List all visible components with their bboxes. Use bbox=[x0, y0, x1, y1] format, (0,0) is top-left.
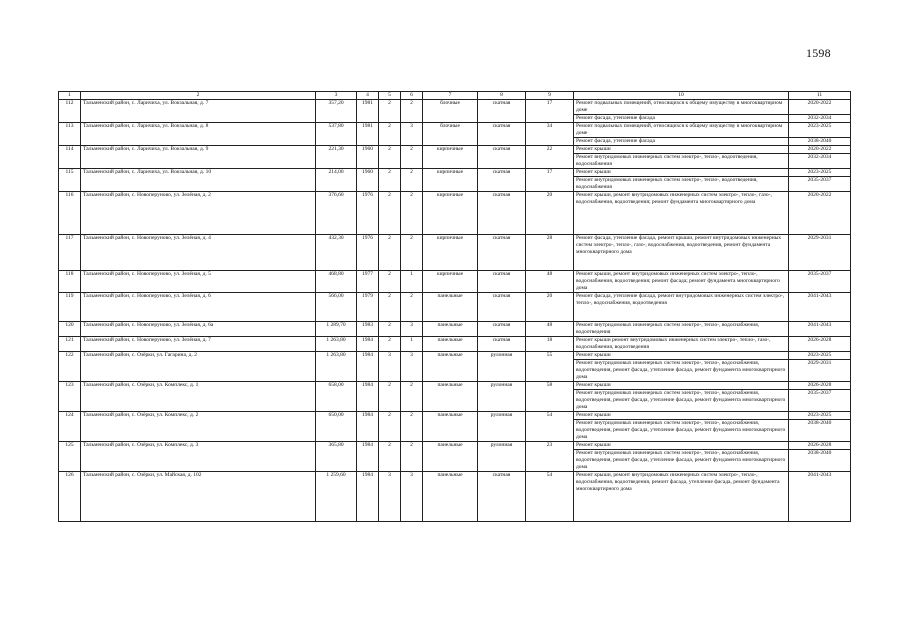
area-cell: 357,20 bbox=[316, 100, 357, 123]
area-cell: 221,30 bbox=[316, 146, 357, 169]
walls-material-cell: панельные bbox=[423, 412, 478, 442]
floors-cell: 2 bbox=[379, 146, 401, 169]
roof-type-cell: рулонная bbox=[478, 352, 526, 382]
roof-type-cell: скатная bbox=[478, 235, 526, 271]
apartments-cell: 28 bbox=[526, 235, 574, 271]
area-cell: 376,60 bbox=[316, 192, 357, 235]
apartments-cell: 58 bbox=[526, 382, 574, 412]
period-cell: 2020-2022 bbox=[789, 192, 851, 235]
address-cell: Тальменский район, с. Озёрки, ул. Комплекс, д. 1 bbox=[81, 382, 316, 412]
row-number: 122 bbox=[59, 352, 81, 382]
area-cell: 1 263,80 bbox=[316, 337, 357, 352]
apartments-cell: 17 bbox=[526, 100, 574, 123]
roof-type-cell: скатная bbox=[478, 293, 526, 322]
page-number: 1598 bbox=[806, 46, 831, 60]
table-row bbox=[59, 169, 851, 177]
area-cell: 432,30 bbox=[316, 235, 357, 271]
period-cell: 2029-2031 bbox=[789, 235, 851, 271]
address-cell: Тальменский район, с. Новоперуново, ул. Зелёная, д. 6а bbox=[81, 322, 316, 337]
entrances-cell: 3 bbox=[401, 123, 423, 146]
column-number: 10 bbox=[574, 92, 789, 100]
walls-material-cell: панельные bbox=[423, 293, 478, 322]
work-type-cell: Ремонт крыши bbox=[574, 442, 789, 450]
address-cell: Тальменский район, с. Озёрки, ул. Гагарина, д. 2 bbox=[81, 352, 316, 382]
column-number: 3 bbox=[316, 92, 357, 100]
work-type-cell: Ремонт внутридомовых инженерных систем электро-, тепло-, водоснабжения, водоотведения, ремонт фасада, утепление фасада, ремонт фундамента многоквартирного дома bbox=[574, 360, 789, 382]
entrances-cell: 2 bbox=[401, 169, 423, 192]
row-number: 113 bbox=[59, 123, 81, 146]
floors-cell: 2 bbox=[379, 271, 401, 293]
column-number: 4 bbox=[357, 92, 379, 100]
table-row bbox=[59, 100, 851, 115]
row-number: 124 bbox=[59, 412, 81, 442]
work-type-cell: Ремонт внутридомовых инженерных систем электро-, тепло-, водоснабжения, водоотведения, ремонт фасада, утепление фасада, ремонт фундамента многоквартирного дома bbox=[574, 450, 789, 472]
row-number: 126 bbox=[59, 472, 81, 522]
walls-material-cell: блочные bbox=[423, 123, 478, 146]
floors-cell: 2 bbox=[379, 235, 401, 271]
period-cell: 2026-2028 bbox=[789, 442, 851, 450]
apartments-cell: 54 bbox=[526, 472, 574, 522]
row-number: 114 bbox=[59, 146, 81, 169]
table-row bbox=[59, 322, 851, 337]
walls-material-cell: панельные bbox=[423, 472, 478, 522]
row-number: 117 bbox=[59, 235, 81, 271]
year-cell: 1984 bbox=[357, 337, 379, 352]
walls-material-cell: панельные bbox=[423, 337, 478, 352]
year-cell: 1984 bbox=[357, 352, 379, 382]
table-row bbox=[59, 235, 851, 271]
year-cell: 1981 bbox=[357, 100, 379, 123]
year-cell: 1977 bbox=[357, 271, 379, 293]
area-cell: 214,00 bbox=[316, 169, 357, 192]
roof-type-cell: скатная bbox=[478, 146, 526, 169]
floors-cell: 2 bbox=[379, 322, 401, 337]
period-cell: 2035-2037 bbox=[789, 177, 851, 192]
floors-cell: 2 bbox=[379, 382, 401, 412]
column-number: 5 bbox=[379, 92, 401, 100]
row-number: 119 bbox=[59, 293, 81, 322]
address-cell: Тальменский район, с. Озёрки, ул. Комплекс, д. 3 bbox=[81, 442, 316, 472]
column-number: 9 bbox=[526, 92, 574, 100]
table-row bbox=[59, 123, 851, 138]
apartments-cell: 55 bbox=[526, 352, 574, 382]
period-cell: 2038-2040 bbox=[789, 138, 851, 146]
address-cell: Тальменский район, с. Новоперуново, ул. Зелёная, д. 6 bbox=[81, 293, 316, 322]
apartments-cell: 48 bbox=[526, 271, 574, 293]
area-cell: 537,80 bbox=[316, 123, 357, 146]
roof-type-cell: рулонная bbox=[478, 412, 526, 442]
work-type-cell: Ремонт крыши ремонт внутридомовых инженерных систем электро-, тепло-, газо-, водоснабжения, водоотведения bbox=[574, 337, 789, 352]
row-number: 123 bbox=[59, 382, 81, 412]
row-number: 116 bbox=[59, 192, 81, 235]
period-cell: 2020-2022 bbox=[789, 146, 851, 154]
address-cell: Тальменский район, с. Ларичиха, ул. Вокзальная, д. 8 bbox=[81, 123, 316, 146]
area-cell: 1 259,60 bbox=[316, 472, 357, 522]
walls-material-cell: кирпичные bbox=[423, 271, 478, 293]
address-cell: Тальменский район, с. Новоперуново, ул. Зелёная, д. 2 bbox=[81, 192, 316, 235]
address-cell: Тальменский район, с. Ларичиха, ул. Вокзальная, д. 7 bbox=[81, 100, 316, 123]
period-cell: 2041-2043 bbox=[789, 322, 851, 337]
year-cell: 1984 bbox=[357, 382, 379, 412]
entrances-cell: 2 bbox=[401, 235, 423, 271]
walls-material-cell: кирпичные bbox=[423, 146, 478, 169]
apartments-cell: 17 bbox=[526, 169, 574, 192]
entrances-cell: 2 bbox=[401, 100, 423, 123]
walls-material-cell: панельные bbox=[423, 352, 478, 382]
period-cell: 2035-2037 bbox=[789, 390, 851, 412]
work-type-cell: Ремонт подвальных помещений, относящихся к общему имуществу в многоквартирном доме bbox=[574, 123, 789, 138]
walls-material-cell: кирпичные bbox=[423, 235, 478, 271]
area-cell: 365,80 bbox=[316, 442, 357, 472]
table-row bbox=[59, 337, 851, 352]
work-type-cell: Ремонт фасада, утепление фасада, ремонт внутридомовых инженерных систем электро-, тепло-, водоснабжения, водоотведения bbox=[574, 293, 789, 322]
period-cell: 2023-2025 bbox=[789, 352, 851, 360]
work-type-cell: Ремонт крыши bbox=[574, 169, 789, 177]
address-cell: Тальменский район, с. Новоперуново, ул. Зелёная, д. 5 bbox=[81, 271, 316, 293]
work-type-cell: Ремонт подвальных помещений, относящихся к общему имуществу в многоквартирном доме bbox=[574, 100, 789, 115]
entrances-cell: 1 bbox=[401, 337, 423, 352]
floors-cell: 2 bbox=[379, 192, 401, 235]
table-row bbox=[59, 442, 851, 450]
column-number-row bbox=[59, 92, 851, 100]
walls-material-cell: панельные bbox=[423, 322, 478, 337]
floors-cell: 2 bbox=[379, 412, 401, 442]
roof-type-cell: скатная bbox=[478, 192, 526, 235]
table-row bbox=[59, 293, 851, 322]
work-type-cell: Ремонт крыши bbox=[574, 382, 789, 390]
work-type-cell: Ремонт внутридомовых инженерных систем электро-, тепло-, водоотведения, водоснабжения bbox=[574, 177, 789, 192]
table-row bbox=[59, 146, 851, 154]
apartments-cell: 48 bbox=[526, 322, 574, 337]
work-type-cell: Ремонт крыши bbox=[574, 412, 789, 420]
roof-type-cell: рулонная bbox=[478, 442, 526, 472]
address-cell: Тальменский район, с. Ларичиха, ул. Вокзальная, д. 9 bbox=[81, 146, 316, 169]
floors-cell: 2 bbox=[379, 100, 401, 123]
work-type-cell: Ремонт крыши bbox=[574, 352, 789, 360]
table-row bbox=[59, 352, 851, 360]
entrances-cell: 2 bbox=[401, 382, 423, 412]
apartments-cell: 20 bbox=[526, 293, 574, 322]
floors-cell: 3 bbox=[379, 472, 401, 522]
area-cell: 658,00 bbox=[316, 382, 357, 412]
entrances-cell: 3 bbox=[401, 472, 423, 522]
walls-material-cell: кирпичные bbox=[423, 192, 478, 235]
year-cell: 1960 bbox=[357, 169, 379, 192]
column-number: 1 bbox=[59, 92, 81, 100]
housing-register-table bbox=[58, 91, 851, 522]
address-cell: Тальменский район, с. Озёрки, ул. Комплекс, д. 2 bbox=[81, 412, 316, 442]
row-number: 121 bbox=[59, 337, 81, 352]
work-type-cell: Ремонт внутридомовых инженерных систем электро-, тепло-, водоснабжения, водоотведения bbox=[574, 322, 789, 337]
period-cell: 2038-2040 bbox=[789, 450, 851, 472]
apartments-cell: 54 bbox=[526, 412, 574, 442]
area-cell: 1 289,70 bbox=[316, 322, 357, 337]
entrances-cell: 2 bbox=[401, 293, 423, 322]
period-cell: 2023-2025 bbox=[789, 123, 851, 138]
walls-material-cell: блочные bbox=[423, 100, 478, 123]
entrances-cell: 3 bbox=[401, 322, 423, 337]
row-number: 118 bbox=[59, 271, 81, 293]
period-cell: 2038-2040 bbox=[789, 420, 851, 442]
column-number: 7 bbox=[423, 92, 478, 100]
year-cell: 1976 bbox=[357, 192, 379, 235]
work-type-cell: Ремонт крыши, ремонт внутридомовых инженерных систем электро-, тепло-, газо-, водоснабжения, водоотведения; ремонт фундамента многоквартирного дома bbox=[574, 192, 789, 235]
entrances-cell: 2 bbox=[401, 146, 423, 169]
table-row bbox=[59, 412, 851, 420]
year-cell: 1981 bbox=[357, 123, 379, 146]
period-cell: 2020-2022 bbox=[789, 100, 851, 115]
work-type-cell: Ремонт внутридомовых инженерных систем электро-, тепло-, водоотведения, водоснабжения bbox=[574, 154, 789, 169]
area-cell: 566,00 bbox=[316, 293, 357, 322]
period-cell: 2023-2025 bbox=[789, 169, 851, 177]
area-cell: 1 263,80 bbox=[316, 352, 357, 382]
work-type-cell: Ремонт фасада, утепление фасада bbox=[574, 115, 789, 123]
row-number: 115 bbox=[59, 169, 81, 192]
row-number: 125 bbox=[59, 442, 81, 472]
address-cell: Тальменский район, с. Новоперуново, ул. Зелёная, д. 7 bbox=[81, 337, 316, 352]
period-cell: 2026-2028 bbox=[789, 382, 851, 390]
year-cell: 1960 bbox=[357, 146, 379, 169]
year-cell: 1979 bbox=[357, 293, 379, 322]
entrances-cell: 2 bbox=[401, 442, 423, 472]
floors-cell: 2 bbox=[379, 169, 401, 192]
roof-type-cell: скатная bbox=[478, 123, 526, 146]
walls-material-cell: панельные bbox=[423, 382, 478, 412]
column-number: 6 bbox=[401, 92, 423, 100]
area-cell: 468,80 bbox=[316, 271, 357, 293]
table-row bbox=[59, 382, 851, 390]
roof-type-cell: скатная bbox=[478, 337, 526, 352]
floors-cell: 2 bbox=[379, 123, 401, 146]
row-number: 112 bbox=[59, 100, 81, 123]
work-type-cell: Ремонт крыши bbox=[574, 146, 789, 154]
roof-type-cell: рулонная bbox=[478, 382, 526, 412]
roof-type-cell: скатная bbox=[478, 322, 526, 337]
apartments-cell: 23 bbox=[526, 442, 574, 472]
work-type-cell: Ремонт внутридомовых инженерных систем электро-, тепло-, водоснабжения, водоотведения, ремонт фасада, утепление фасада, ремонт фундамента многоквартирного дома bbox=[574, 390, 789, 412]
period-cell: 2032-2034 bbox=[789, 154, 851, 169]
floors-cell: 2 bbox=[379, 293, 401, 322]
table-row bbox=[59, 192, 851, 235]
column-number: 11 bbox=[789, 92, 851, 100]
roof-type-cell: скатная bbox=[478, 472, 526, 522]
walls-material-cell: кирпичные bbox=[423, 169, 478, 192]
entrances-cell: 3 bbox=[401, 352, 423, 382]
work-type-cell: Ремонт фасада, утепление фасада, ремонт крыши, ремонт внутридомовых инженерных систем электро-, тепло-, газо-, водоснабжения, водоотведения, ремонт фундамента многоквартирного дома bbox=[574, 235, 789, 271]
entrances-cell: 1 bbox=[401, 271, 423, 293]
year-cell: 1976 bbox=[357, 235, 379, 271]
floors-cell: 2 bbox=[379, 337, 401, 352]
period-cell: 2041-2043 bbox=[789, 293, 851, 322]
address-cell: Тальменский район, с. Озёрки, ул. Майская, д. 102 bbox=[81, 472, 316, 522]
period-cell: 2035-2037 bbox=[789, 271, 851, 293]
apartments-cell: 18 bbox=[526, 337, 574, 352]
walls-material-cell: панельные bbox=[423, 442, 478, 472]
address-cell: Тальменский район, с. Ларичиха, ул. Вокзальная, д. 10 bbox=[81, 169, 316, 192]
apartments-cell: 22 bbox=[526, 146, 574, 169]
apartments-cell: 20 bbox=[526, 192, 574, 235]
row-number: 120 bbox=[59, 322, 81, 337]
entrances-cell: 2 bbox=[401, 412, 423, 442]
work-type-cell: Ремонт крыши, ремонт внутридомовых инженерных систем электро-, тепло-, водоснабжения, водоотведения, ремонт фасада, утепление фасада, ремонт фундамента многоквартирного дома bbox=[574, 472, 789, 522]
column-number: 2 bbox=[81, 92, 316, 100]
column-number: 8 bbox=[478, 92, 526, 100]
floors-cell: 2 bbox=[379, 442, 401, 472]
year-cell: 1984 bbox=[357, 442, 379, 472]
register-body bbox=[59, 100, 851, 522]
period-cell: 2029-2031 bbox=[789, 360, 851, 382]
roof-type-cell: скатная bbox=[478, 271, 526, 293]
year-cell: 1984 bbox=[357, 472, 379, 522]
floors-cell: 3 bbox=[379, 352, 401, 382]
table-row bbox=[59, 472, 851, 522]
work-type-cell: Ремонт внутридомовых инженерных систем электро-, тепло-, водоснабжения, водоотведения, ремонт фасада, утепление фасада, ремонт фундамента многоквартирного дома bbox=[574, 420, 789, 442]
period-cell: 2023-2025 bbox=[789, 412, 851, 420]
apartments-cell: 34 bbox=[526, 123, 574, 146]
entrances-cell: 2 bbox=[401, 192, 423, 235]
work-type-cell: Ремонт фасада, утепление фасада bbox=[574, 138, 789, 146]
roof-type-cell: скатная bbox=[478, 100, 526, 123]
period-cell: 2026-2028 bbox=[789, 337, 851, 352]
period-cell: 2041-2043 bbox=[789, 472, 851, 522]
table-row bbox=[59, 271, 851, 293]
year-cell: 1983 bbox=[357, 322, 379, 337]
work-type-cell: Ремонт крыши, ремонт внутридомовых инженерных систем электро-, тепло-, водоснабжения, водоотведения; ремонт фасада; ремонт фундамента многоквартирного дома bbox=[574, 271, 789, 293]
roof-type-cell: скатная bbox=[478, 169, 526, 192]
period-cell: 2032-2034 bbox=[789, 115, 851, 123]
year-cell: 1984 bbox=[357, 412, 379, 442]
address-cell: Тальменский район, с. Новоперуново, ул. Зелёная, д. 4 bbox=[81, 235, 316, 271]
area-cell: 650,00 bbox=[316, 412, 357, 442]
